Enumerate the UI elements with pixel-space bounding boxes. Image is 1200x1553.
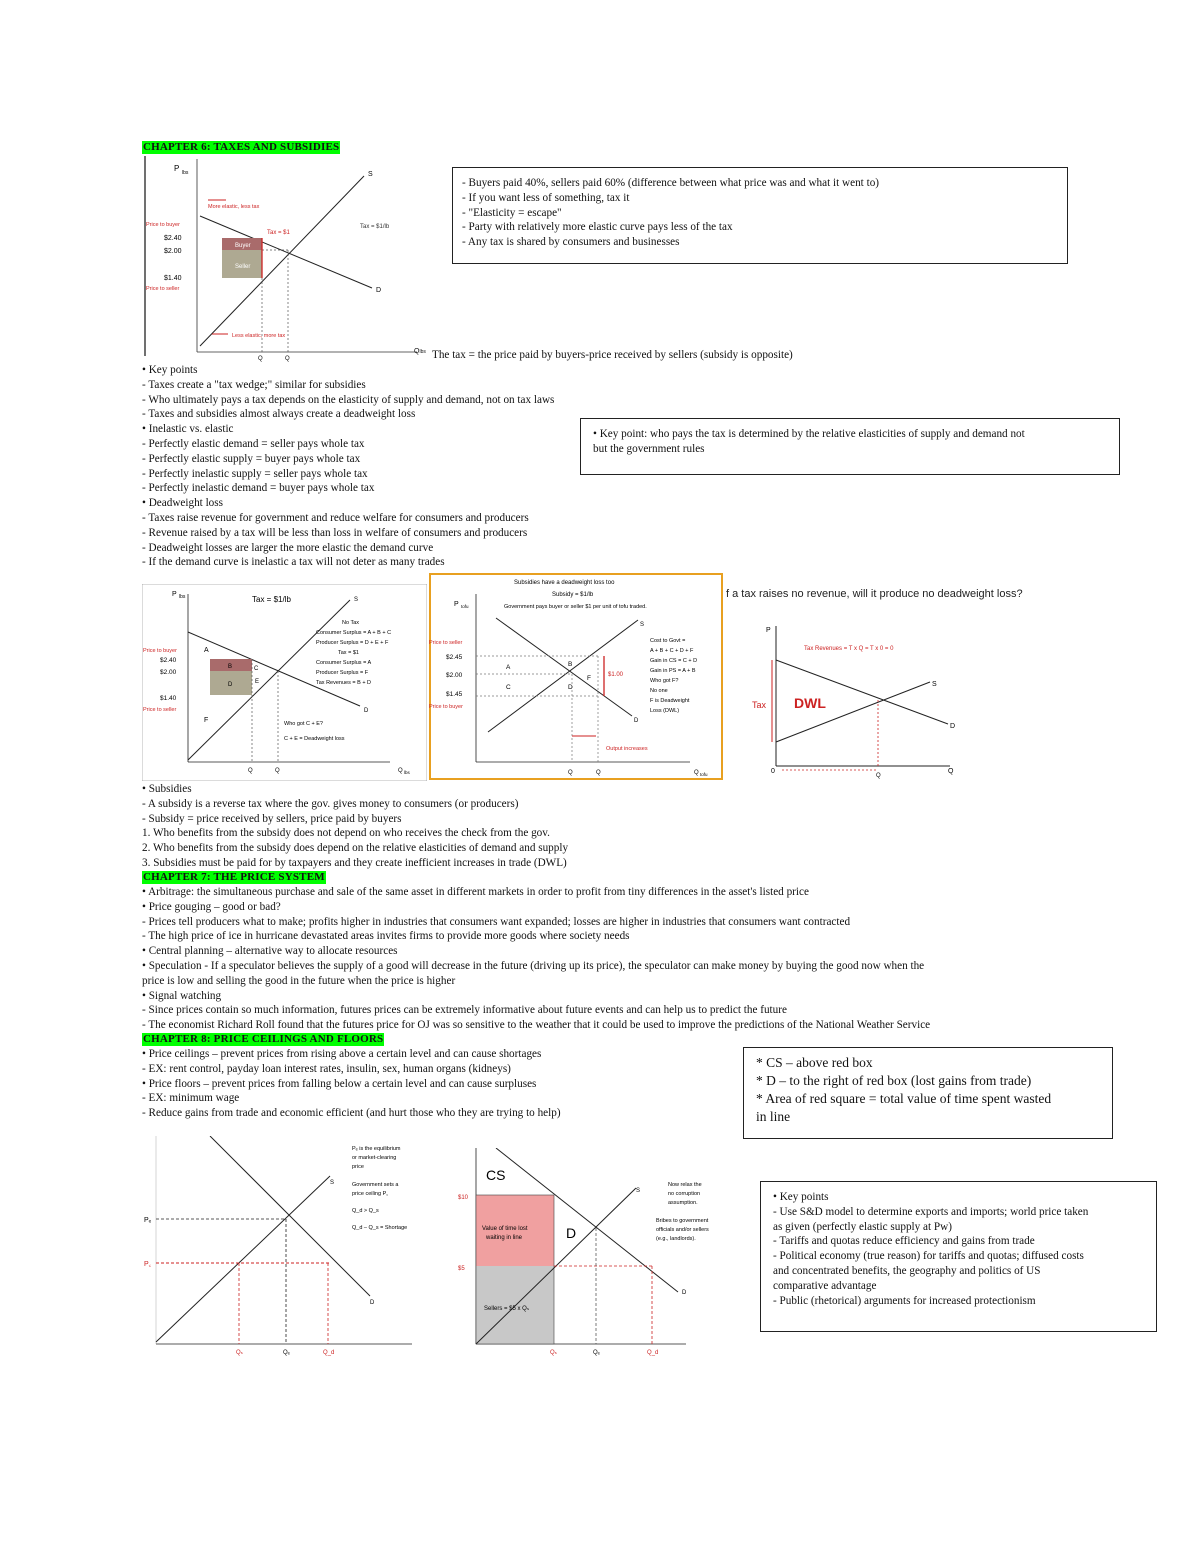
chapter-8-notes (142, 1047, 561, 1121)
graph2-p-axis: P (172, 591, 177, 598)
graph3-area-d: D (568, 684, 573, 691)
graph1-more-elastic: More elastic, less tax (208, 204, 260, 210)
graph2-s-label: S (354, 597, 359, 603)
graph2-p240: $2.40 (160, 657, 177, 664)
graph2-no-tax: No Tax (342, 620, 360, 626)
subsidies-notes (142, 782, 568, 871)
note-line: • Price ceilings – prevent prices from rising above a certain level and can cause shortages (142, 1048, 542, 1060)
graph1-q-axis: Qlbs (414, 348, 426, 355)
graph2-q-axis: Q (398, 768, 403, 774)
graph3-cost2: A + B + C + D + F (650, 648, 694, 654)
graph3-dollar: $1.00 (608, 672, 624, 678)
graph6-note1: Now relax the (668, 1182, 702, 1188)
graph3-price-buyer: Price to buyer (429, 704, 463, 710)
note-line: • Arbitrage: the simultaneous purchase and sale of the same asset in different markets in order to profit from tiny differences in the asset's listed price (142, 886, 809, 898)
graph3-p-sub: tofu (461, 604, 469, 609)
graph6-value2: waiting in line (486, 1235, 523, 1241)
graph5-qd: Q_d (323, 1350, 335, 1356)
graph2-ps2: Producer Surplus = F (316, 670, 369, 676)
graph3-area-b: B (568, 661, 573, 668)
ceiling-note-line: * CS – above red box (756, 1055, 873, 1070)
trade-note-line: - Use S&D model to determine exports and imports; world price taken (773, 1205, 1089, 1218)
note-line: - Perfectly inelastic demand = buyer pays whole tax (142, 482, 375, 495)
graph4-zero: 0 (771, 768, 775, 775)
graph2-q2: Q (275, 768, 280, 774)
graph1-p-sub: lbs (182, 170, 189, 176)
price-ceiling-graph (142, 1136, 442, 1358)
graph1-tax-label: Tax = $1 (267, 230, 290, 236)
graph1-d-label: D (376, 287, 382, 294)
graph5-note2: or market-clearing (352, 1155, 397, 1161)
graph2-area-b: B (228, 664, 233, 670)
tax-note-line: - If you want less of something, tax it (462, 191, 630, 204)
graph5-note5: price ceiling P꜀ (352, 1191, 389, 1197)
graph4-p: P (766, 627, 771, 634)
note-line: • Central planning – alternative way to allocate resources (142, 945, 398, 958)
chapter-6-key-points (142, 363, 554, 570)
subsidy-graph (428, 572, 724, 781)
note-line: - If the demand curve is inelastic a tax will not deter as many trades (142, 556, 445, 569)
graph6-note3: assumption. (668, 1200, 698, 1206)
graph1-p200: $2.00 (164, 248, 182, 255)
graph3-loss: Loss (DWL) (650, 708, 680, 714)
graph3-q-sub: tofu (700, 772, 708, 777)
graph6-p5: $5 (458, 1266, 465, 1272)
graph2-p200: $2.00 (160, 669, 177, 676)
graph6-p10: $10 (458, 1195, 469, 1201)
graph2-who: Who got C + E? (284, 721, 323, 727)
graph6-note2: no corruption (668, 1191, 701, 1197)
graph1-seller-label: Seller (235, 264, 251, 270)
graph5-qs: Qₛ (236, 1350, 243, 1356)
graph3-f-is: F is Deadweight (650, 698, 690, 704)
graph5-d: D (370, 1300, 375, 1306)
note-line: - A subsidy is a reverse tax where the gov. gives money to consumers (or producers) (142, 797, 519, 810)
graph3-q1: Q (568, 770, 573, 776)
note-line: - Perfectly elastic demand = seller pays whole tax (142, 437, 365, 450)
no-revenue-dwl-graph (752, 620, 972, 780)
note-line: - EX: minimum wage (142, 1092, 240, 1105)
note-line: - Deadweight losses are larger the more elastic the demand curve (142, 541, 434, 554)
graph2-area-f: F (204, 717, 209, 724)
graph6-d: D (682, 1290, 687, 1296)
graph3-title1: Subsidies have a deadweight loss too (514, 580, 615, 586)
note-line: - Perfectly elastic supply = buyer pays whole tax (142, 452, 361, 465)
trade-note-line: - Tariffs and quotas reduce efficiency and gains from trade (773, 1235, 1035, 1248)
note-line: - The economist Richard Roll found that the futures price for OJ was so sensitive to the weather that it could be used to improve the predictions of the National Weather Service (142, 1019, 931, 1032)
graph1-buyer-label: Buyer (235, 243, 251, 249)
graph4-tax: Tax (752, 700, 767, 710)
note-line: - Since prices contain so much information, futures prices can be extremely informative about future events and can help us to predict the future (142, 1004, 787, 1017)
price-ceiling-time-cost-graph (446, 1148, 726, 1358)
graph1-q2: Q (285, 356, 290, 362)
graph1-p240: $2.40 (164, 235, 182, 242)
graph2-area-d: D (228, 682, 233, 688)
key-point-line: but the government rules (593, 442, 705, 455)
graph3-price-seller: Price to seller (429, 640, 463, 646)
note-line: - Revenue raised by a tax will be less than loss in welfare of consumers and producers (142, 526, 528, 539)
graph3-title3: Government pays buyer or seller $1 per unit of tofu traded. (504, 604, 647, 610)
graph2-price-seller: Price to seller (143, 707, 177, 713)
tax-note-line: - Party with relatively more elastic curve pays less of the tax (462, 221, 733, 234)
tax-notes-box (452, 167, 1068, 264)
trade-note-line: • Key points (773, 1191, 829, 1203)
tax-definition: The tax = the price paid by buyers-price received by sellers (subsidy is opposite) (432, 349, 793, 361)
chapter-7-heading: CHAPTER 7: THE PRICE SYSTEM (143, 871, 325, 883)
graph6-value1: Value of time lost (482, 1226, 528, 1232)
graph2-tax-title: Tax = $1/lb (252, 595, 291, 604)
key-point-box (580, 418, 1120, 475)
graph2-dwl: C + E = Deadweight loss (284, 736, 345, 742)
note-line: - EX: rent control, payday loan interest rates, insulin, sex, human organs (kidneys) (142, 1062, 511, 1075)
trade-note-line: as given (perfectly elastic supply at Pw) (773, 1220, 952, 1233)
graph2-area-a: A (204, 647, 209, 654)
graph1-q1: Q (258, 356, 263, 362)
graph2-p-sub: lbs (179, 594, 186, 600)
graph6-d-area: D (566, 1225, 577, 1241)
graph2-ps: Producer Surplus = D + E + F (316, 640, 389, 646)
graph3-area-f: F (587, 675, 591, 682)
tax-wedge-graph (142, 156, 432, 364)
graph5-note3: price (352, 1164, 364, 1170)
note-line: • Price gouging – good or bad? (142, 900, 281, 913)
note-line: - Perfectly inelastic supply = seller pays whole tax (142, 467, 368, 480)
graph4-rev: Tax Revenues = T x Q = T x 0 = 0 (804, 646, 894, 652)
graph1-s-label: S (368, 171, 373, 178)
graph6-note5: officials and/or sellers (656, 1227, 709, 1233)
graph4-q0: Q (876, 773, 881, 779)
graph5-note6: Q_d > Q_s (352, 1208, 379, 1214)
graph3-p-axis: P (454, 601, 459, 608)
graph3-s-label: S (640, 622, 645, 628)
note-line: - Taxes create a "tax wedge;" similar for subsidies (142, 378, 366, 391)
graph2-p140: $1.40 (160, 695, 177, 702)
trade-note-line: and concentrated benefits, the geography and politics of US (773, 1264, 1041, 1277)
note-line: • Deadweight loss (142, 497, 223, 510)
chapter-7-notes (142, 885, 930, 1033)
graph3-area-c: C (506, 684, 511, 691)
tax-note-line: - "Elasticity = escape" (462, 206, 562, 219)
graph6-qd: Q_d (647, 1350, 659, 1356)
note-line: 1. Who benefits from the subsidy does not depend on who receives the check from the gov. (142, 827, 550, 840)
graph5-note7: Q_d – Q_s = Shortage (352, 1225, 408, 1231)
tax-note-line: - Any tax is shared by consumers and businesses (462, 236, 680, 249)
key-point-line: • Key point: who pays the tax is determined by the relative elasticities of supply and demand not (593, 428, 1025, 440)
graph3-area-a: A (506, 664, 511, 671)
graph3-p200: $2.00 (446, 672, 463, 679)
graph3-output: Output increases (606, 746, 648, 752)
graph6-qs: Qₛ (550, 1350, 557, 1356)
graph2-rev: Tax Revenues = B + D (316, 680, 372, 686)
note-line: • Price floors – prevent prices from falling below a certain level and can cause surpluses (142, 1077, 537, 1090)
graph5-s: S (330, 1180, 335, 1186)
ceiling-note-line: * Area of red square = total value of time spent wasted (756, 1091, 1052, 1106)
graph4-q: Q (948, 768, 954, 775)
graph4-s: S (932, 681, 937, 688)
graph4-dwl: DWL (794, 695, 826, 711)
graph1-p140: $1.40 (164, 275, 182, 282)
graph1-price-seller: Price to seller (146, 286, 180, 292)
graph2-cs2: Consumer Surplus = A (316, 660, 372, 666)
note-line: 2. Who benefits from the subsidy does depend on the relative elasticities of demand and supply (142, 842, 569, 855)
note-line: - Who ultimately pays a tax depends on the elasticity of supply and demand, not on tax laws (142, 393, 555, 406)
graph3-p145: $1.45 (446, 691, 463, 698)
graph3-cost: Cost to Govt = (650, 638, 686, 644)
graph3-title2: Subsidy = $1/lb (552, 592, 594, 598)
graph3-q-axis: Q (694, 770, 699, 776)
chapter-6-heading: CHAPTER 6: TAXES AND SUBSIDIES (143, 141, 340, 153)
tax-note-line: - Buyers paid 40%, sellers paid 60% (difference between what price was and what it went to) (462, 177, 880, 189)
graph3-q2: Q (596, 770, 601, 776)
graph2-tax1: Tax = $1 (338, 650, 359, 656)
note-line: • Key points (142, 364, 198, 376)
note-line: 3. Subsidies must be paid for by taxpayers and they create inefficient increases in trade (DWL) (142, 856, 567, 869)
graph2-q-sub: lbs (404, 770, 410, 775)
note-line: price is low and selling the good in the future when the price is higher (142, 974, 456, 987)
dwl-question: f a tax raises no revenue, will it produce no deadweight loss? (726, 588, 1023, 600)
graph5-qe: Qₑ (283, 1350, 290, 1356)
note-line: - Subsidy = price received by sellers, price paid by buyers (142, 812, 402, 825)
graph5-note1: Pₑ is the equilibrium (352, 1146, 401, 1152)
graph5-pe: Pₑ (144, 1217, 152, 1224)
trade-key-points-box (760, 1181, 1157, 1332)
note-line: - Prices tell producers what to make; profits higher in industries that consumers want expanded; losses are higher in industries that consumers want contracted (142, 915, 851, 928)
graph2-d-label: D (364, 708, 369, 714)
ceiling-notes-box (743, 1047, 1113, 1139)
graph6-sellers: Sellers = $5 x Qₛ (484, 1306, 530, 1312)
graph5-note4: Government sets a (352, 1182, 399, 1188)
graph3-who: Who got F? (650, 678, 679, 684)
graph1-less-elastic: Less elastic, more tax (232, 333, 286, 339)
graph1-price-buyer: Price to buyer (146, 222, 180, 228)
trade-note-line: comparative advantage (773, 1279, 877, 1292)
graph2-q1: Q (248, 768, 253, 774)
graph3-gain-ps: Gain in PS = A + B (650, 668, 696, 674)
graph4-d: D (950, 723, 956, 730)
graph6-note4: Bribes to government (656, 1218, 709, 1224)
chapter-8-heading: CHAPTER 8: PRICE CEILINGS AND FLOORS (143, 1033, 384, 1045)
trade-note-line: - Public (rhetorical) arguments for increased protectionism (773, 1294, 1036, 1307)
graph2-area-c: C (254, 666, 259, 672)
note-line: • Signal watching (142, 989, 222, 1002)
note-line: • Subsidies (142, 783, 192, 795)
graph2-cs: Consumer Surplus = A + B + C (316, 630, 392, 636)
graph6-cs: CS (486, 1167, 506, 1183)
note-line: - Reduce gains from trade and economic efficient (and hurt those who they are trying to help) (142, 1107, 561, 1120)
graph1-p-axis: P (174, 164, 180, 173)
tax-deadweight-graph (142, 584, 427, 781)
graph6-s: S (636, 1188, 641, 1194)
graph3-gain-cs: Gain in CS = C + D (650, 658, 698, 664)
graph3-p245: $2.45 (446, 654, 463, 661)
graph3-d-label: D (634, 718, 639, 724)
note-line: - The high price of ice in hurricane devastated areas invites firms to provide more goods where society needs (142, 930, 630, 943)
note-line: • Inelastic vs. elastic (142, 423, 234, 436)
graph5-pc: P꜀ (144, 1261, 152, 1268)
graph6-qe: Qₑ (593, 1350, 600, 1356)
ceiling-note-line: * D – to the right of red box (lost gains from trade) (756, 1073, 1032, 1088)
graph3-noone: No one (650, 688, 668, 694)
graph6-note6: (e.g., landlords). (656, 1236, 696, 1242)
note-line: - Taxes and subsidies almost always create a deadweight loss (142, 408, 416, 421)
graph2-area-e: E (255, 679, 260, 685)
ceiling-note-line: in line (756, 1109, 791, 1124)
trade-note-line: - Political economy (true reason) for tariffs and quotas; diffused costs (773, 1250, 1084, 1263)
note-line: - Taxes raise revenue for government and reduce welfare for consumers and producers (142, 511, 529, 524)
graph1-tax-rate: Tax = $1/lb (360, 224, 390, 230)
graph2-price-buyer: Price to buyer (143, 648, 177, 654)
note-line: • Speculation - If a speculator believes the supply of a good will decrease in the future (driving up its price), the speculator can make money by buying the good now when the (142, 959, 925, 972)
